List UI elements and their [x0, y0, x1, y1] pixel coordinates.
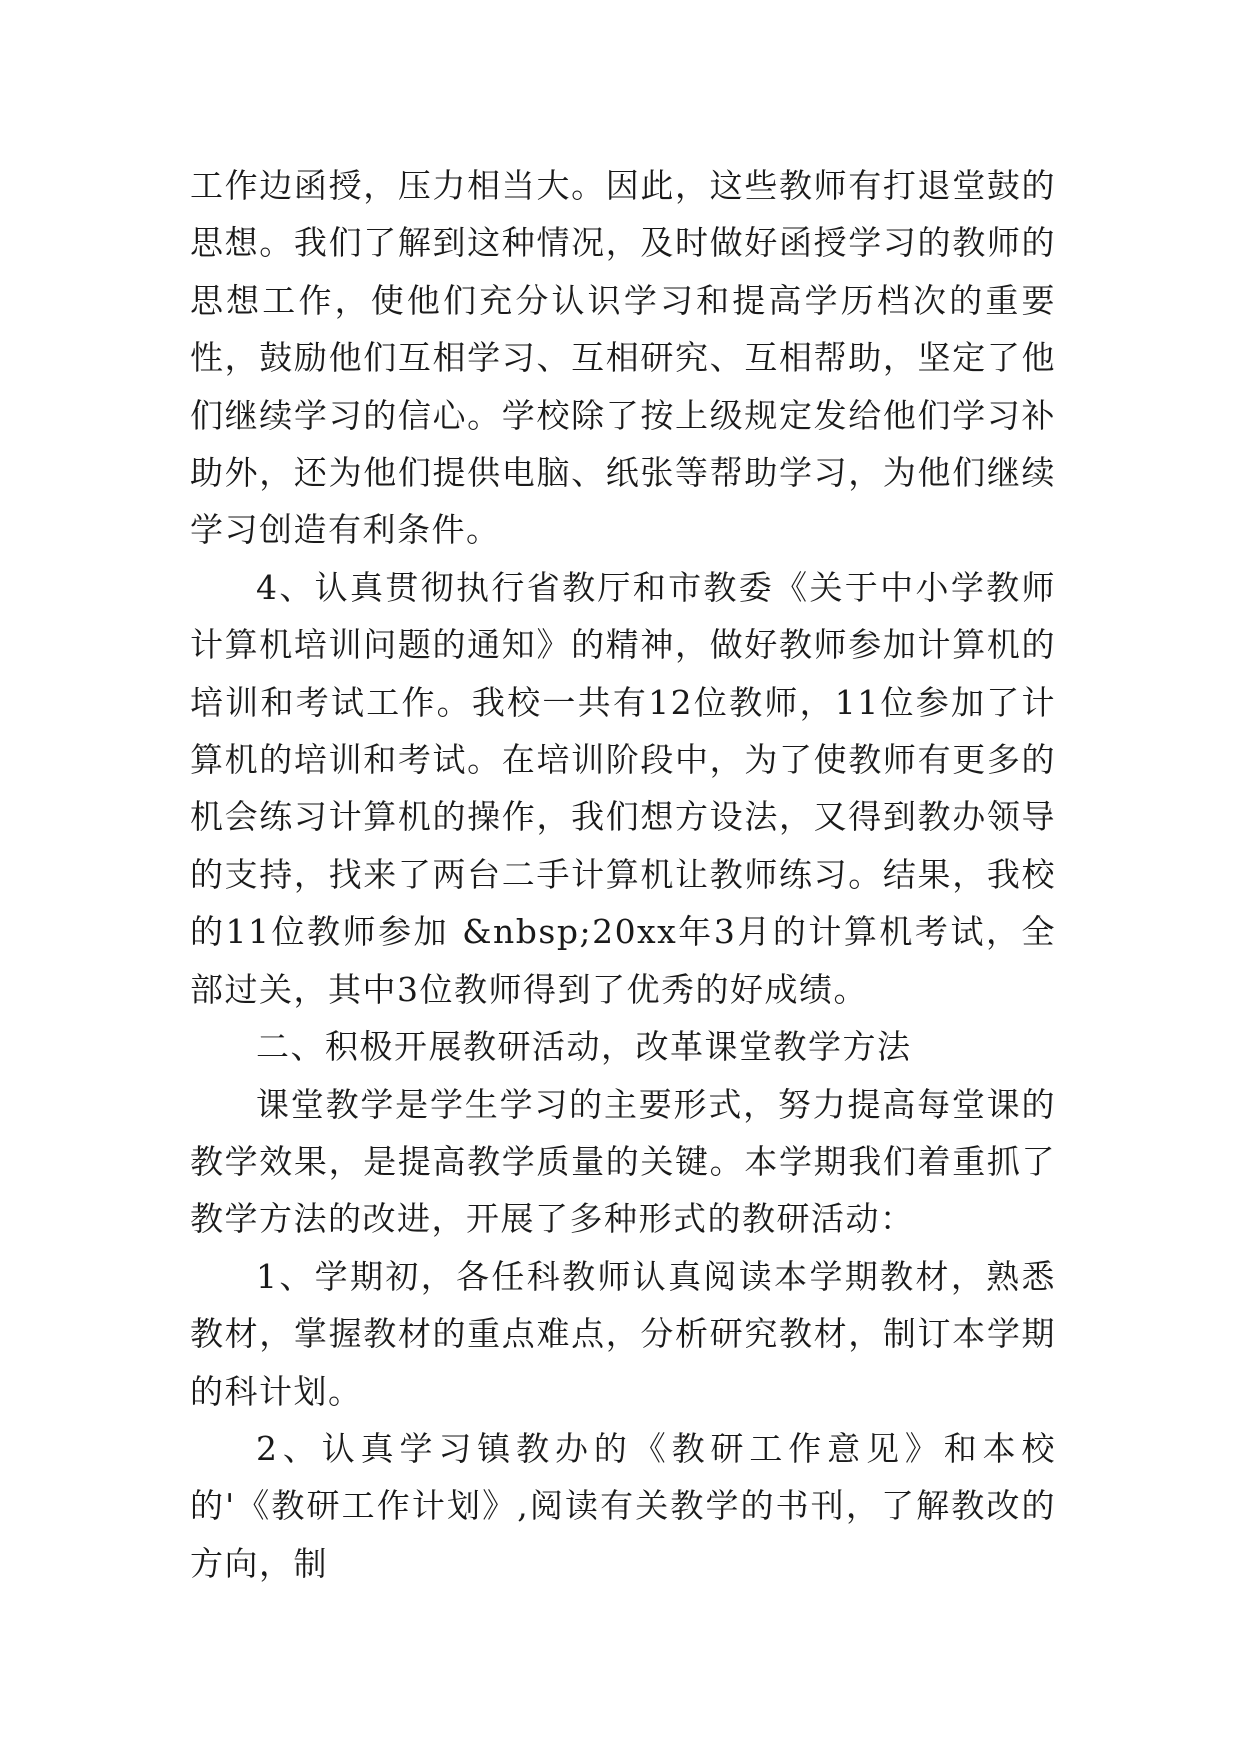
paragraph-5: 2、认真学习镇教办的《教研工作意见》和本校的'《教研工作计划》,阅读有关教学的书刊，了解教改的方向，制	[190, 1428, 1056, 1583]
document-body	[190, 157, 1056, 1592]
paragraph-4: 1、学期初，各任科教师认真阅读本学期教材，熟悉教材，掌握教材的重点难点，分析研究教材，制订本学期的科计划。	[190, 1256, 1056, 1411]
paragraph-2: 4、认真贯彻执行省教厅和市教委《关于中小学教师计算机培训问题的通知》的精神，做好教师参加计算机的培训和考试工作。我校一共有12位教师，11位参加了计算机的培训和考试。在培训阶段中，为了使教师有更多的机会练习计算机的操作，我们想方设法，又得到教办领导的支持，找来了两台二手计算机让教师练习。结果，我校的11位教师参加 &nbsp;20xx年3月的计算机考试，全部过关，其中3位教师得到了优秀的好成绩。	[190, 567, 1056, 1009]
section-heading: 二、积极开展教研活动，改革课堂教学方法	[256, 1027, 912, 1067]
paragraph-1: 工作边函授，压力相当大。因此，这些教师有打退堂鼓的思想。我们了解到这种情况，及时做好函授学习的教师的思想工作，使他们充分认识学习和提高学历档次的重要性，鼓励他们互相学习、互相研究、互相帮助，坚定了他们继续学习的信心。学校除了按上级规定发给他们学习补助外，还为他们提供电脑、纸张等帮助学习，为他们继续学习创造有利条件。	[190, 166, 1056, 550]
paragraph-3: 课堂教学是学生学习的主要形式，努力提高每堂课的教学效果，是提高教学质量的关键。本学期我们着重抓了教学方法的改进，开展了多种形式的教研活动：	[190, 1084, 1056, 1239]
